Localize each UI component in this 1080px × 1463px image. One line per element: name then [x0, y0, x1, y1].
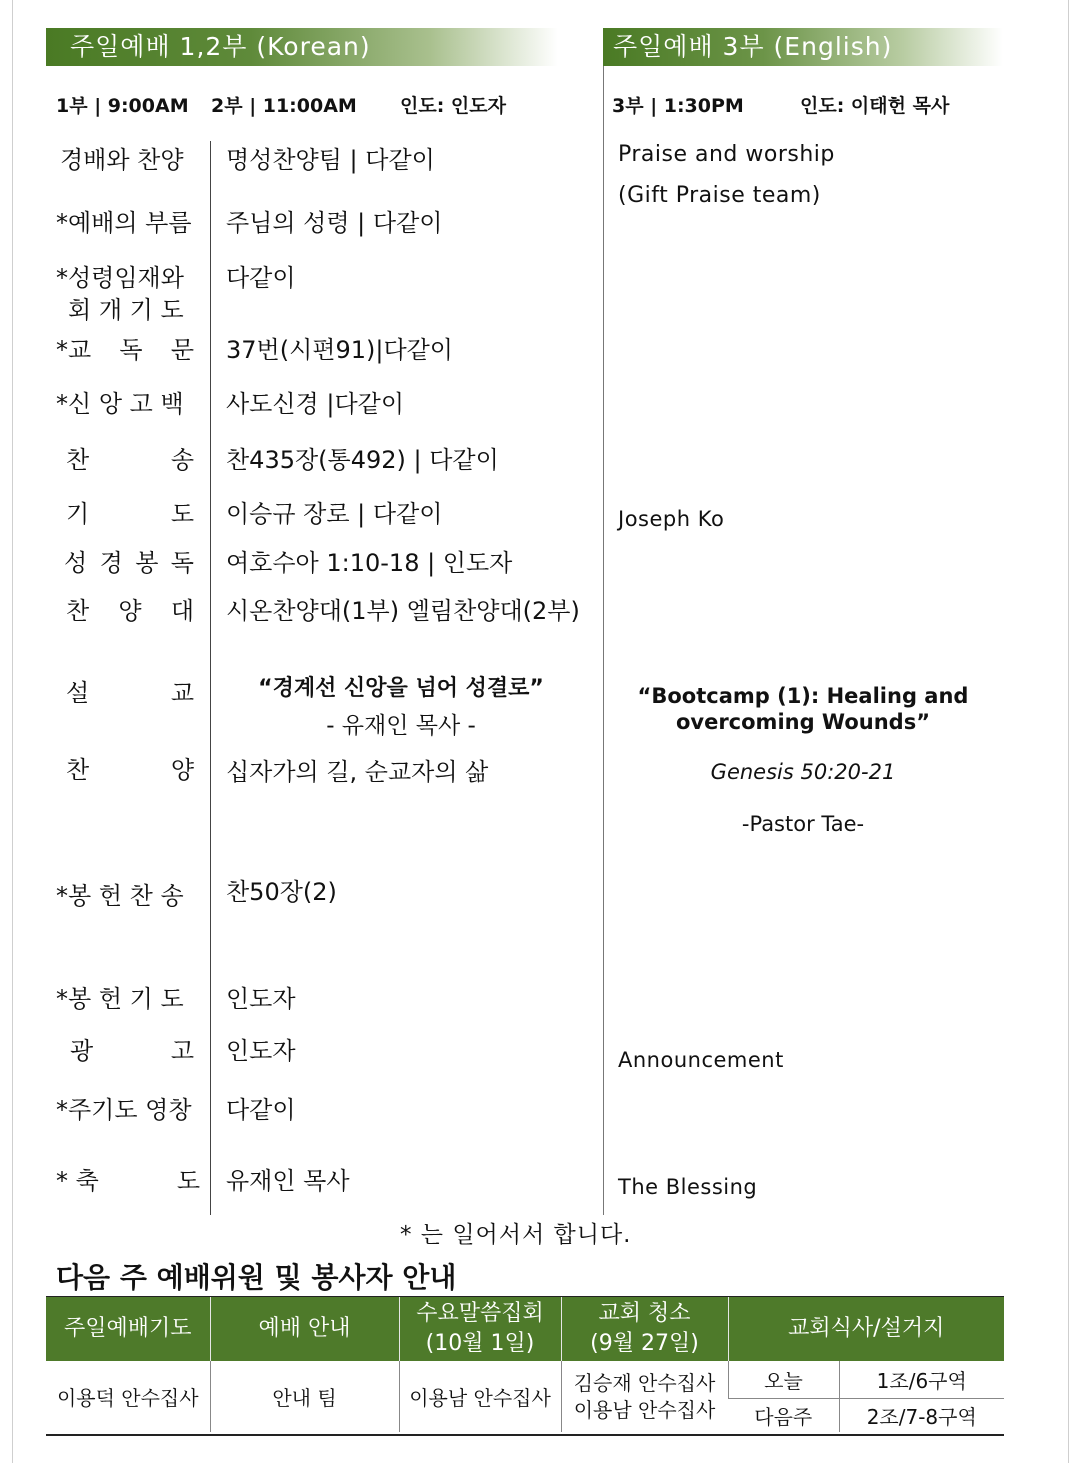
order-label: *봉 헌 찬 송 — [56, 882, 184, 910]
english-leader: 인도: 이태헌 목사 — [800, 95, 950, 117]
order-value: 인도자 — [226, 1037, 296, 1065]
order-label: 찬 양 — [66, 756, 194, 784]
korean-leader: 인도: 인도자 — [400, 95, 506, 117]
sermon-title: “경계선 신앙을 넘어 성결로” — [258, 676, 544, 701]
order-label: *봉 헌 기 도 — [56, 985, 184, 1013]
second-service-time: 2부 | 11:00AM — [211, 95, 357, 117]
order-value: 사도신경 |다같이 — [226, 390, 405, 418]
next-week-title: 다음 주 예배위원 및 봉사자 안내 — [56, 1261, 457, 1294]
english-service-header: 주일예배 3부 (English) — [603, 28, 1003, 66]
order-value: 주님의 성령 | 다같이 — [226, 209, 443, 237]
cell-meal-next-label: 다음주 — [754, 1404, 813, 1429]
order-label: *주기도 영창 — [56, 1096, 192, 1124]
english-prayer: Joseph Ko — [618, 507, 725, 531]
header-usher: 예배 안내 — [210, 1297, 399, 1361]
english-announcement: Announcement — [618, 1048, 784, 1072]
order-value: 찬435장(통492) | 다같이 — [226, 446, 499, 474]
header-meal: 교회식사/설거지 — [728, 1297, 1004, 1361]
order-label: 광 고 — [70, 1037, 194, 1065]
order-value: 다같이 — [226, 264, 296, 292]
order-value: 시온찬양대(1부) 엘림찬양대(2부) — [226, 597, 580, 625]
order-label: *신 앙 고 백 — [56, 390, 184, 418]
english-scripture: Genesis 50:20-21 — [710, 760, 896, 784]
english-praise-team: (Gift Praise team) — [618, 183, 821, 208]
order-label: 설 교 — [66, 679, 194, 707]
header-sunday-prayer: 주일예배기도 — [46, 1297, 210, 1361]
order-label: 회 개 기 도 — [68, 296, 184, 324]
cell-prayer: 이용덕 안수집사 — [56, 1386, 199, 1410]
order-label: *예배의 부름 — [56, 209, 192, 237]
cell-meal-today-label: 오늘 — [728, 1361, 839, 1398]
order-label: 기 도 — [66, 500, 194, 528]
order-label: 성 경 봉 독 — [64, 549, 194, 577]
english-praise: Praise and worship — [618, 142, 835, 167]
standing-note: * 는 일어서서 합니다. — [400, 1222, 632, 1248]
english-sermon-title-line1: “Bootcamp (1): Healing and — [637, 684, 969, 708]
order-value: 인도자 — [226, 985, 296, 1013]
table-row — [46, 1361, 1004, 1398]
order-value: 유재인 목사 — [226, 1167, 350, 1195]
order-label: 찬 송 — [66, 446, 194, 474]
third-service-time: 3부 | 1:30PM — [612, 95, 744, 117]
english-sermon-title-line2: overcoming Wounds” — [675, 710, 931, 734]
order-value: 명성찬양팀 | 다같이 — [226, 146, 435, 174]
order-label: 찬 양 대 — [66, 597, 194, 625]
column-divider — [603, 66, 604, 1215]
order-value: 다같이 — [226, 1096, 296, 1124]
cell-cleaning: 김승재 안수집사 이용남 안수집사 — [561, 1361, 728, 1432]
order-value: 십자가의 길, 순교자의 삶 — [226, 758, 489, 786]
order-label: *교 독 문 — [56, 336, 194, 364]
table-bottom-rule — [46, 1434, 1004, 1436]
sermon-preacher: - 유재인 목사 - — [326, 713, 476, 739]
label-divider — [210, 141, 211, 1215]
order-label: *성령임재와 — [56, 264, 184, 292]
korean-service-header: 주일예배 1,2부 (Korean) — [46, 28, 558, 66]
order-value: 찬50장(2) — [226, 878, 337, 906]
english-blessing: The Blessing — [618, 1175, 758, 1199]
header-cleaning: 교회 청소 (9월 27일) — [561, 1297, 728, 1361]
table-header-row — [46, 1297, 1004, 1361]
header-wednesday: 수요말씀집회 (10월 1일) — [399, 1297, 561, 1361]
cell-wednesday: 이용남 안수집사 — [399, 1361, 561, 1432]
order-value: 여호수아 1:10-18 | 인도자 — [226, 549, 513, 577]
english-preacher: -Pastor Tae- — [741, 812, 865, 836]
order-value: 37번(시편91)|다같이 — [226, 336, 453, 364]
order-label: 경배와 찬양 — [60, 146, 184, 174]
cell-meal-today: 1조/6구역 — [839, 1361, 1004, 1398]
cell-meal-next: 2조/7-8구역 — [839, 1398, 1004, 1432]
order-value: 이승규 장로 | 다같이 — [226, 500, 443, 528]
first-service-time: 1부 | 9:00AM — [56, 95, 189, 117]
cell-usher: 안내 팀 — [210, 1361, 399, 1432]
order-label: * 축 도 — [56, 1167, 200, 1195]
volunteer-table — [46, 1297, 1004, 1432]
